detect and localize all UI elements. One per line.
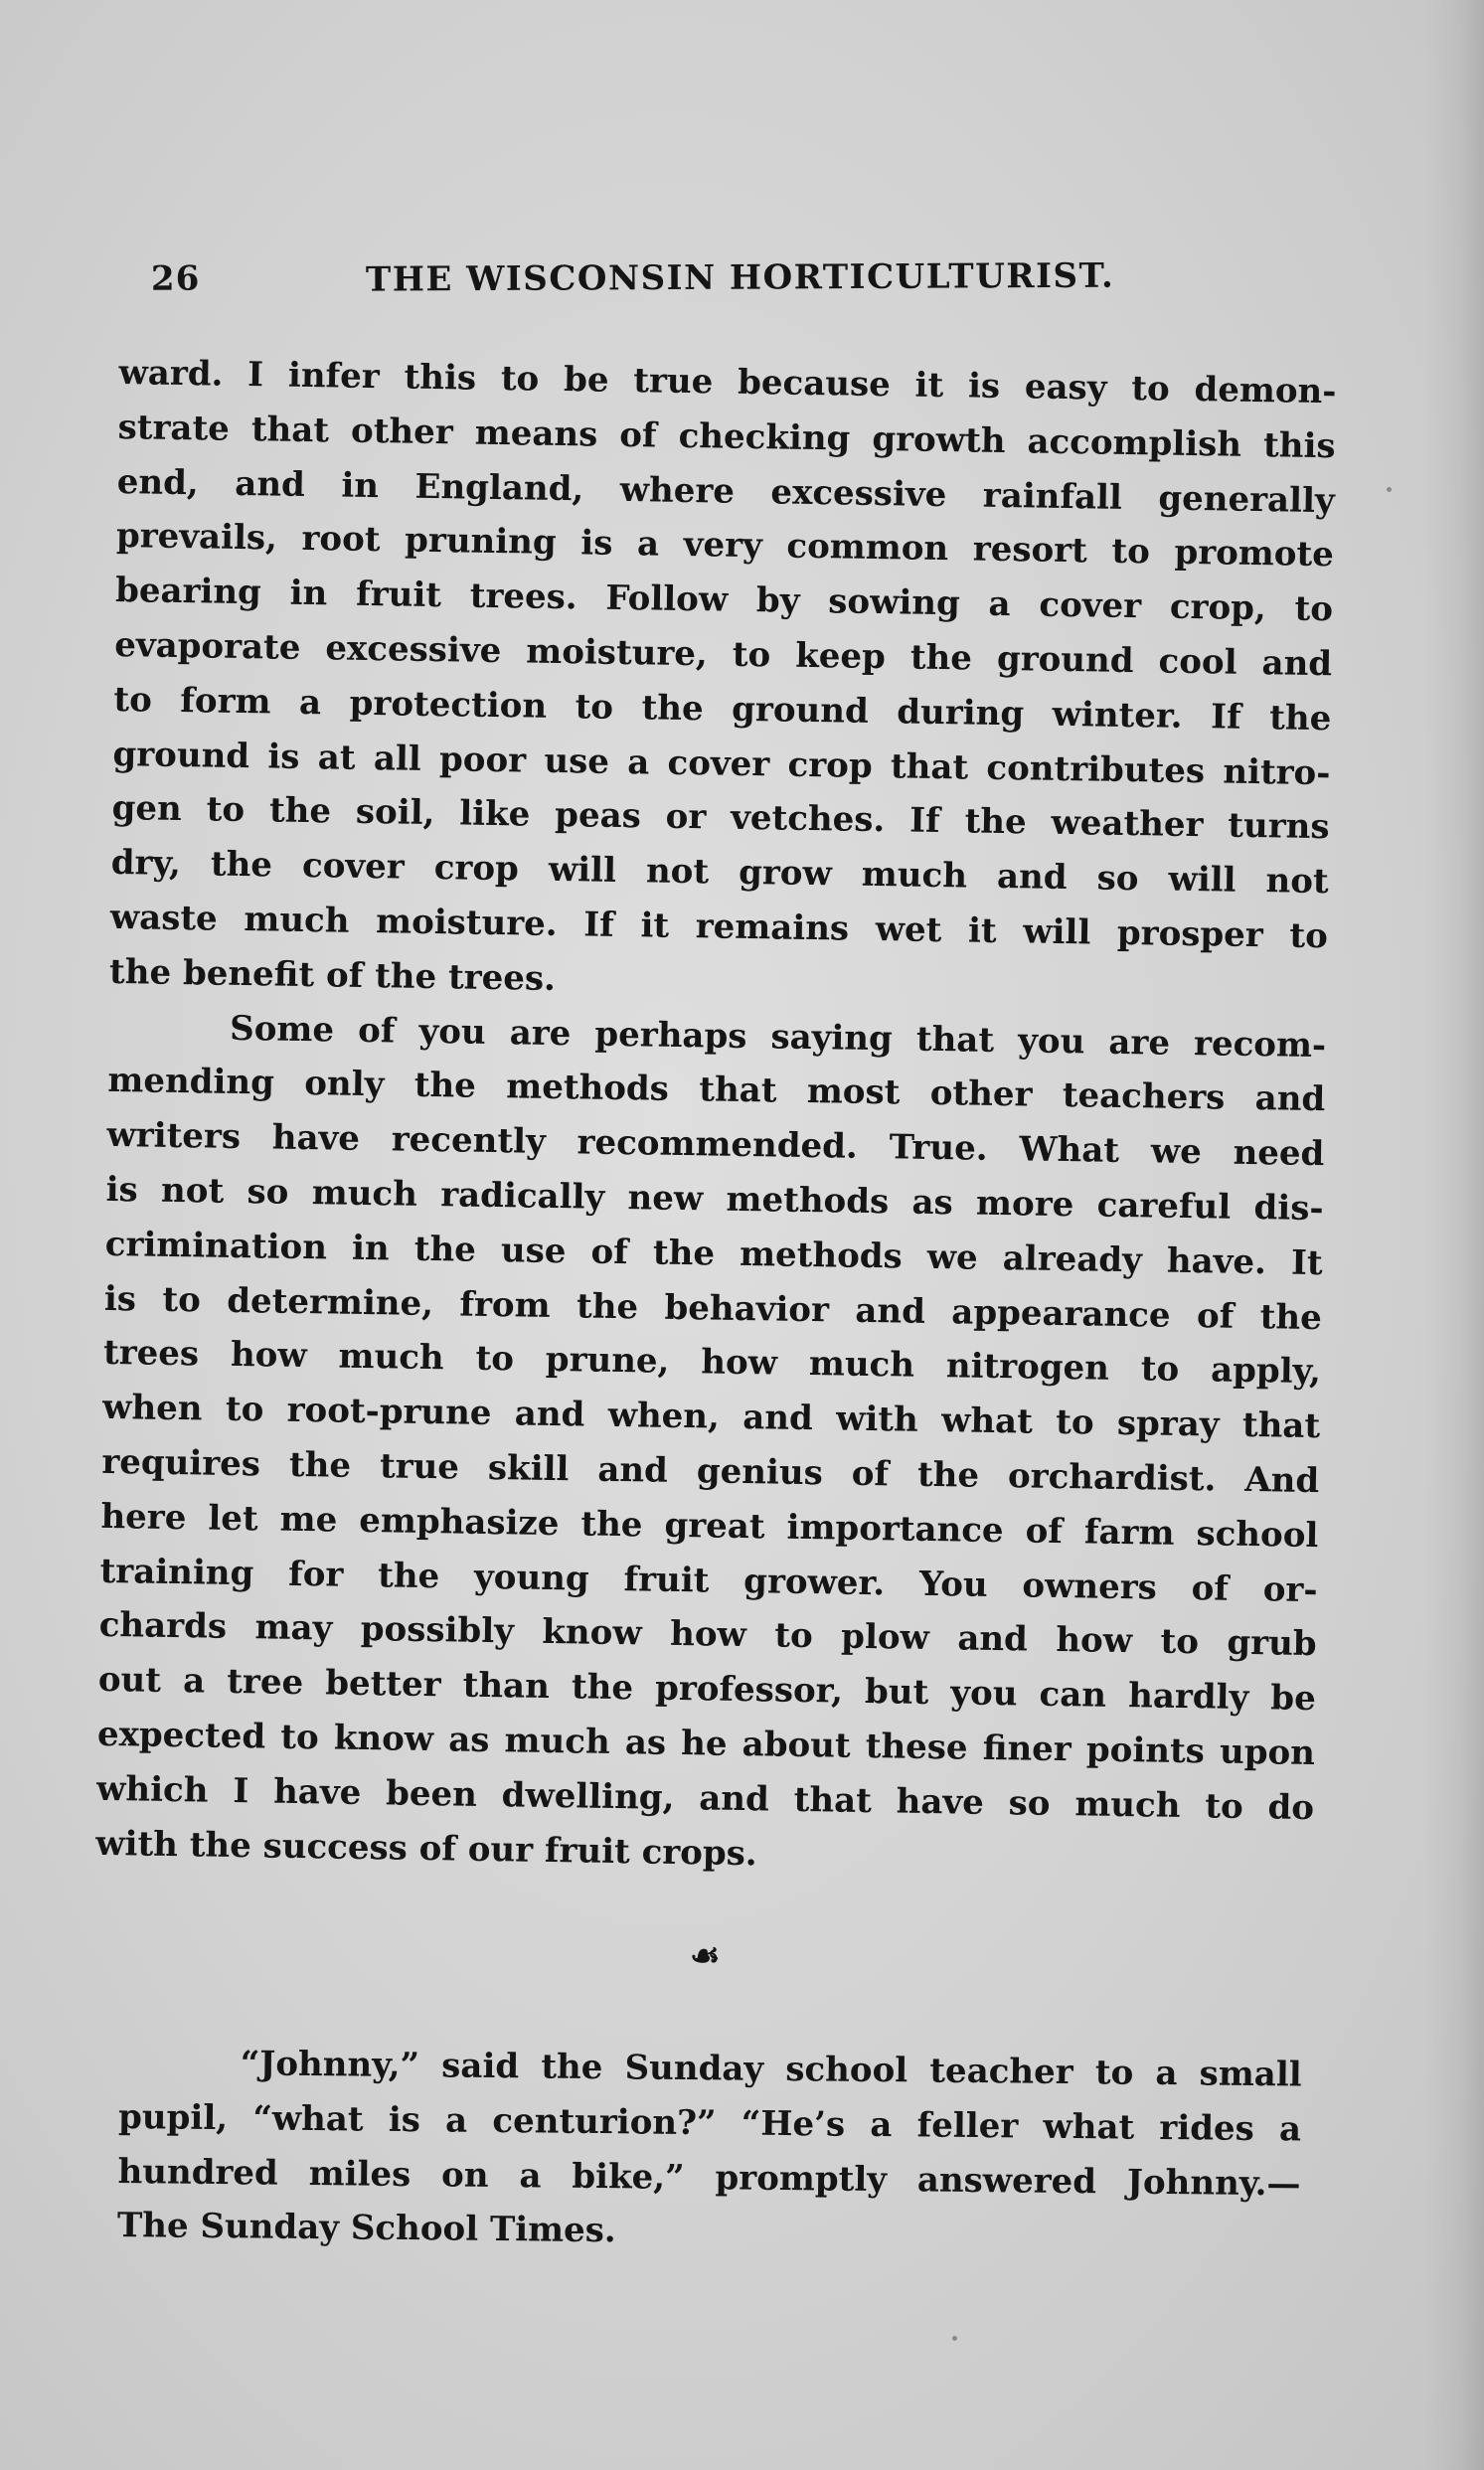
text-line: chards may possibly know how to plow and how to grub (98, 1605, 1317, 1665)
text-line: dry, the cover crop will not grow much and so will not (110, 843, 1329, 903)
text-line: trees how much to prune, how much nitrogen to apply, (102, 1333, 1322, 1393)
text-line: ground is at all poor use a cover crop that contributes nitro- (112, 734, 1331, 793)
text-line: when to root-prune and when, and with what to spray that (101, 1388, 1321, 1447)
fleuron-ornament-icon: ☙ (690, 1936, 721, 1976)
scan-speck (1387, 487, 1392, 492)
text-line: crimination in the use of the methods we already have. It (104, 1224, 1323, 1283)
text-line: expected to know as much as he about these finer points upon (96, 1714, 1316, 1773)
text-line: which I have been dwelling, and that have so much to do (95, 1768, 1315, 1828)
running-head (151, 253, 1190, 308)
text-line: ward. I infer this to be true because it is easy to demon- (118, 352, 1337, 412)
text-line: is to determine, from the behavior and appearance of the (103, 1278, 1323, 1338)
anecdote-paragraph (117, 2036, 1302, 2266)
text-line: waste much moisture. If it remains wet it will prosper to (109, 897, 1329, 957)
text-line: the benefit of the trees. (108, 951, 557, 999)
text-line: “Johnny,” said the Sunday school teacher to a small (240, 2044, 1302, 2095)
page-edge-shadow (1424, 0, 1484, 2470)
journal-title: THE WISCONSIN HORTICULTURIST. (365, 255, 1115, 300)
text-line: Some of you are perhaps saying that you are recom- (229, 1008, 1327, 1066)
text-line: with the success of our fruit crops. (95, 1823, 757, 1874)
text-line: hundred miles on a bike,” promptly answered Johnny.— (117, 2151, 1301, 2205)
scan-speck (952, 2336, 957, 2341)
text-line: bearing in fruit trees. Follow by sowing a cover crop, to (114, 571, 1334, 630)
text-line: requires the true skill and genius of the orchardist. And (101, 1441, 1320, 1502)
text-line: gen to the soil, like peas or vetches. If the weather turns (111, 788, 1330, 848)
text-line: mending only the methods that most other teachers and (107, 1061, 1326, 1120)
text-line: The Sunday School Times. (116, 2206, 616, 2251)
text-line: writers have recently recommended. True. What we need (106, 1115, 1325, 1175)
paragraph-1 (109, 346, 1337, 1019)
text-line: pupil, “what is a centurion?” “He’s a feller what rides a (117, 2096, 1302, 2150)
text-line: to form a protection to the ground during winter. If the (113, 679, 1332, 739)
text-line: is not so much radically new methods as more careful dis- (105, 1169, 1324, 1230)
article-body (95, 346, 1337, 1890)
text-line: training for the young fruit grower. You owners of or- (99, 1551, 1318, 1610)
page-number: 26 (150, 258, 201, 299)
paragraph-2 (95, 999, 1327, 1890)
text-line: out a tree better than the professor, but you can hardly be (97, 1659, 1317, 1720)
text-line: end, and in England, where excessive rainfall generally (116, 461, 1336, 521)
text-line: prevails, root pruning is a very common resort to promote (115, 516, 1335, 576)
text-line: strate that other means of checking growth accomplish this (117, 407, 1336, 467)
text-line: here let me emphasize the great importance of farm school (100, 1496, 1319, 1556)
text-line: evaporate excessive moisture, to keep the ground cool and (113, 624, 1333, 685)
